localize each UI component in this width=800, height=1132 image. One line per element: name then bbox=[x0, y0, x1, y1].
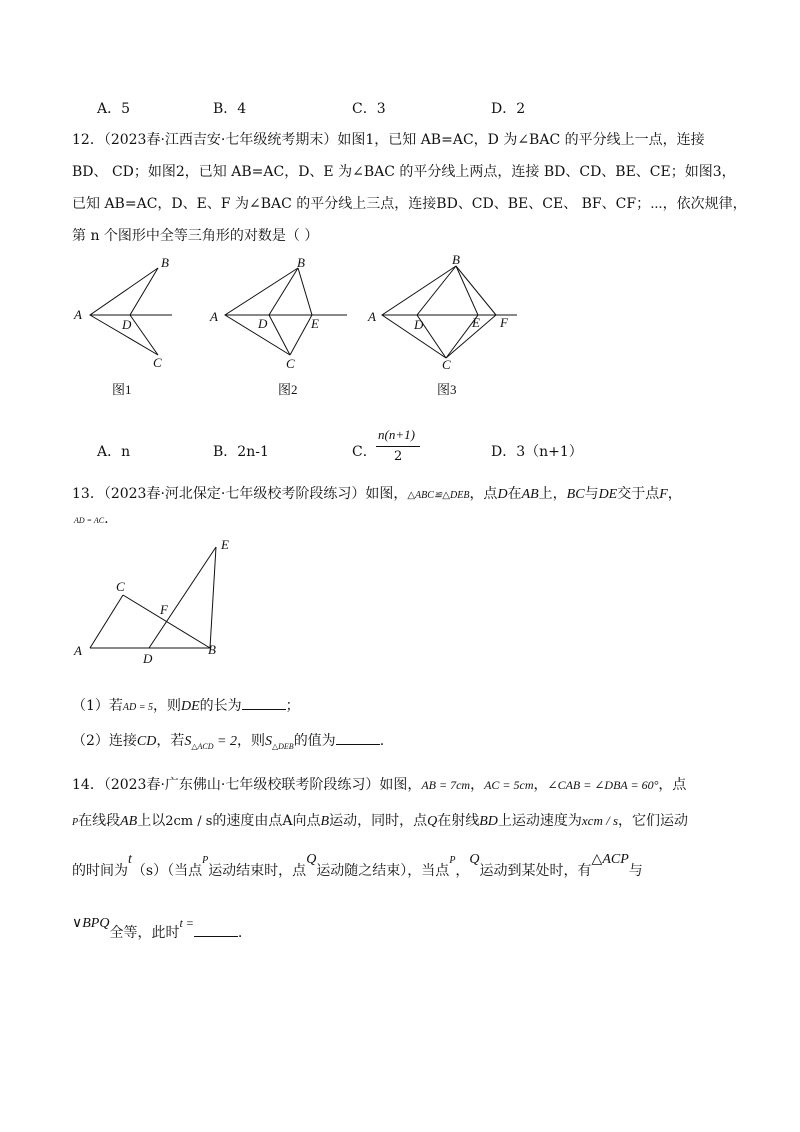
q14-answer-blank bbox=[194, 924, 238, 937]
q11-option-b: B．4 bbox=[213, 101, 247, 117]
q11-option-a: A．5 bbox=[97, 101, 131, 117]
fig2-label-e: E bbox=[311, 316, 319, 331]
q13-answer-blank-2 bbox=[336, 732, 380, 745]
fig1-label-b: B bbox=[161, 255, 169, 270]
fig3-label-a: A bbox=[368, 309, 376, 324]
q14-line-3: 的时间为t（s）（当点$^P$运动结束时，点Q运动随之结束），当点$^P$，Q运动到某处时，有△ACP与 bbox=[72, 852, 643, 879]
q14-line-4: ∨BPQ全等，此时t =. bbox=[72, 916, 243, 941]
q12-line-4: 第 n 个图形中全等三角形的对数是（ ） bbox=[72, 228, 319, 244]
fig3-label-c: C bbox=[442, 357, 451, 372]
fig3-label-b: B bbox=[452, 252, 460, 267]
q13-line-2: AD = AC. bbox=[74, 511, 109, 527]
q13-label-b: B bbox=[208, 642, 216, 657]
q12-line-3: 已知 AB=AC，D、E、F 为∠BAC 的平分线上三点，连接BD、CD、BE、CE、 BF、CF；⋯，依次规律， bbox=[72, 196, 747, 212]
q12-option-c-denominator: 2 bbox=[394, 449, 403, 464]
q13-label-d: D bbox=[143, 651, 153, 666]
fig1-label-c: C bbox=[153, 355, 162, 370]
q12-option-c-numerator: n(n+1) bbox=[378, 427, 415, 442]
q13-figure bbox=[66, 535, 246, 670]
fig3-caption: 图3 bbox=[437, 382, 457, 397]
fig3-label-d: D bbox=[414, 317, 424, 332]
fig2-label-a: A bbox=[210, 309, 218, 324]
q12-option-a: A．n bbox=[97, 444, 131, 460]
fig2-label-b: B bbox=[297, 255, 305, 270]
q11-option-d: D．2 bbox=[491, 101, 526, 117]
q13-label-f: F bbox=[160, 602, 168, 617]
fig1-label-d: D bbox=[122, 317, 132, 332]
q12-option-c-fraction-bar bbox=[376, 446, 420, 447]
q13-sub-2: （2）连接CD，若$S_{\triangle ACD} = 2$，则$S_{\triangle DEB}$的值为 . bbox=[72, 733, 385, 751]
q12-option-c-prefix: C． bbox=[352, 444, 377, 460]
q12-figures bbox=[60, 250, 540, 410]
fig1-caption: 图1 bbox=[112, 382, 132, 397]
q13-answer-blank-1 bbox=[242, 697, 286, 710]
q11-option-c: C．3 bbox=[352, 101, 386, 117]
q13-label-a: A bbox=[74, 643, 82, 658]
q13-sub-1: （1）若AD = 5，则DE的长为 ； bbox=[72, 698, 300, 714]
q12-option-b: B．2n-1 bbox=[213, 444, 269, 460]
fig3-label-e: E bbox=[472, 315, 480, 330]
q14-line-2: P在线段AB上以2cm / s的速度由点A向点B运动，同时，点Q在射线BD上运动速度为xcm / s，它们运动 bbox=[72, 813, 689, 829]
q13-label-c: C bbox=[116, 579, 125, 594]
q13-line-1: 13．（2023春·河北保定·七年级校考阶段练习）如图，△ABC≌△DEB，点D在AB上，BC与DE交于点F， bbox=[72, 486, 682, 502]
fig2-caption: 图2 bbox=[278, 382, 298, 397]
q12-line-1: 12．（2023春·江西吉安·七年级统考期末）如图1，已知 AB=AC，D 为∠BAC 的平分线上一点，连接 bbox=[72, 132, 705, 148]
q14-line-1: 14．（2023春·广东佛山·七年级校联考阶段练习）如图，AB = 7cm，AC = 5cm，∠CAB = ∠DBA = 60°，点 bbox=[72, 777, 687, 793]
fig2-label-c: C bbox=[286, 356, 295, 371]
fig3-label-f: F bbox=[500, 315, 508, 330]
q13-label-e: E bbox=[221, 537, 229, 552]
q12-option-d: D．3（n+1） bbox=[491, 444, 583, 460]
fig1-label-a: A bbox=[74, 307, 82, 322]
q12-line-2: BD、 CD；如图2，已知 AB=AC，D、E 为∠BAC 的平分线上两点，连接 BD、CD、BE、CE；如图3， bbox=[72, 164, 736, 180]
fig2-label-d: D bbox=[258, 316, 268, 331]
